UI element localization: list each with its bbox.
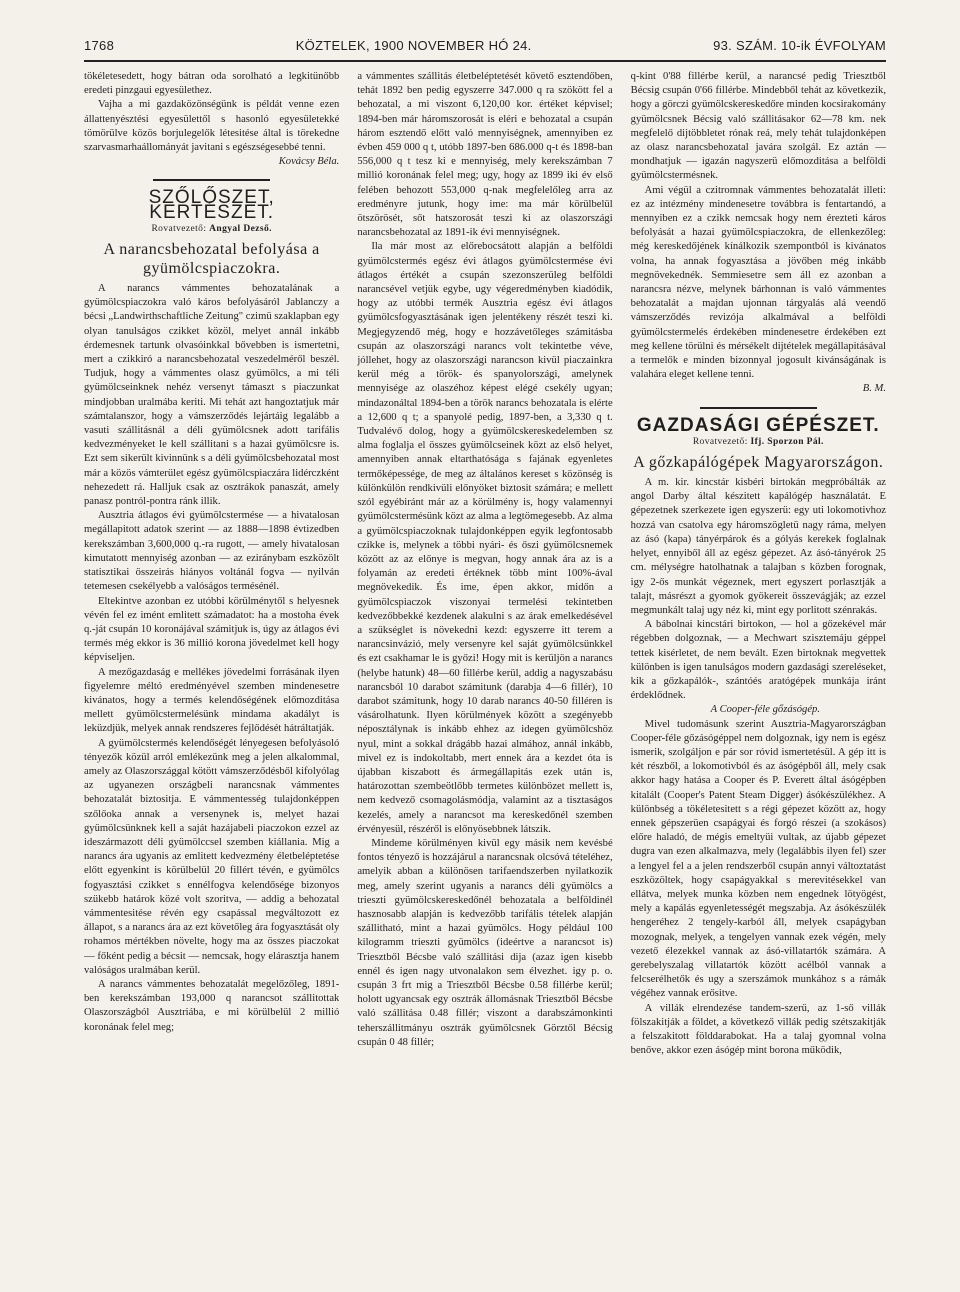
section-title: SZŐLŐSZET, KERTÉSZET.	[148, 187, 275, 223]
paragraph: Ausztria átlagos évi gyümölcstermése — a hivatalosan megállapitott adatok szerint — az 1888—1898 évtizedben kerekszámban 3,600,000 q.-ra rugott, — amely hivatalosan kimutatott mennyiség azonban — az eziránybam eszközölt statisztikai összeirás hiányos voltánál fogva — nyilván tetemesen csekélyebb a valóságos termésénél.	[84, 510, 340, 593]
section-title: GAZDASÁGI GÉPÉSZET.	[636, 414, 880, 436]
paragraph: Ila már most az előrebocsátott alapján a belföldi gyümölcstermés egész évi átlagos gyümölcstermése évi átlagos értékét a csupán szezonszerüleg belföldi narancsével vetjük egybe, ugy végeredményben kiadódik, hogy az utóbbi termék Ausztria egész évi átlagos gyümölcsfogyasztásának igen jelentékeny részét teszi ki. Megjegyzendő még, hogy e hozzávetőleges számitásba csupán az olaszországi narancs volt tekintetbe véve, jóllehet, hogy az olaszországi narancson kivül piaczainkra kerül még a török- és spanyolországi, amelynek mennyisége az olaszéhoz képest elégé csekély ugyan; mindazonáltal 1894-ben a török narancs behozatala is elérte a 12,600 q t; a spanyolé pedig, 1897-ben, a 3,330 q t. Tudvalévő dolog, hogy a gyümölcskereskedelemben sz alma foglalja el összes gyümölcseinek közt az első helyet, amennyiben annak eltarthatósága s fajának egyenletes termőképessége, de meg az általános kereset s közönség is különkülön rendkivüli előnyöket biztosit számára; e mellett szól egyébiránt már az a körülmény is, hogy valamennyi gyümölcstermésünk közt az alma a legtömegesebb. Az alma a gyümölcspiaczoknak tulajdonképpen egyik legfontosabb czikke is, melynek a többi nyári- és őszi gyümölcsnemek között az az előnye is megvan, hogy annak ára az is a folyamán az eredeti értéknek több mint 100%-ával megnövekedik. És ime, épen akkor, midőn a gyümölcspiaczok viszonyai termelési tekintetben kedvezőbbekké kezdenek alakulni s az árak emelkedésével a szükséglet is növekedni kezd: egyszerre itt terem a narancsinvázió, mely versenyre kel saját gyümölcsünkkel és ezt csakhamar le is győzi! Hogy mit is kerüljön a narancs (helybe hatunk) 48—60 fillérbe kerül, addig a nagyszabásu narancsból 10 darabot számitunk (darabja 4—6 fillér), 10 darabot számitunk, hogy 10 darab narancs 40-50 filléren is vásárolhatunk. Ilyen körülmények között a szegényebb néposztálynak is inkább ehhez az idegen gyümölcshöz nyul, mint a sokkal drágább hazai almához, annál inkább, mivel ez is indokoltabb, mert ennek ára a kezdet óta is újabban kiszabott és ármegállapitás ezek után is, határozottan szembeötlőbb termetes különbözet mellett is, nem kedvező csomagolásmódja, valamint az a tisztaságos kezelés, amely a narancsot ma kereskedőnél szemben érvényesül, részéről is előnyösebbnek látszik.	[357, 241, 613, 835]
paragraph: Ami végül a czitromnak vámmentes behozatalát illeti: ez az intézmény mindenesetre továbbra is fentartandó, a mennyiben ez a czikk nemcsak hogy nem érezteti káros befolyását a hazai gyümölcspiaczokra, de ellenkezőleg: még kereskedőjének kínálkozik szempontból is kivánatos volna, ha annak fogyasztása a jövőben még inkább megnövekednék. Semmiesetre sem áll ez azonban a narancsra nézve, melynek bárhonnan is való vámmentes behozatalát a majdan ujonnan tárgyalás alá veendő vámszerződés revizója alkalmával a belföldi gyümölcstermelés érdekében mindenesetre érdekében ezt meg kellene törülni és mérsékelt dijtételek megállapitásával a termelők e minden bizonnyal jogosult kivánságának is valahára eleget kellene tenni.	[630, 184, 886, 381]
editor-label: Rovatvezető:	[151, 223, 207, 234]
editor-label: Rovatvezető:	[692, 436, 748, 447]
paragraph: Mivel tudomásunk szerint Ausztria-Magyarországban Cooper-féle gőzásógéppel nem dolgoznak, igy nem is egész ismerik, szolgáljon e pár sor róvid ismertetésül. A gép itt is két részből, a lokomotivból és az ásógépből áll, mely csak akkor hagy hatása a Cooper és P. Everett által ásógépben kitalált (Cooper's Patent Steam Digger) ásókészülékhez. A különbség a tökéletesitett s a régi gépezet között az, hogy ennek gépszerüen csapágyai és forgó részei (a szokásos) előre haladó, de mégis emeltyüi vultak, az újabb gépezet dugra van ezen alkalmazva, mely (legalábbis ilyen fel) szer a lengyel fel a a jelen rendszerből csupán annyi változtatást eszközöltek, hogy csapágyakkal s merevitésekkel van ellátva, melyek munka közben nem engednek lötyögést, mely a kapálás egyenletességét megszabja. Az ásókészülék hengeréhez 2 tengely-karból áll, melyek csapágyban mozognak, melyek, a tengelyen vannak ezek végén, mely vezető élezekkel vannak az ásó-villatartók számára. A gerebelyszalag villatartók között acélból vannak a felcserélhetők és ugy a szerszámok munkához s a rámák végéhez vannak erősitve.	[630, 718, 886, 1000]
paragraph: A bábolnai kincstári birtokon, — hol a gőzekével már régebben dolgoznak, — a Mechwart szisztemáju géppel tettek kisérletet, de nem bevált. Ezen birtoknak megvettek különben is igen tanulságos modern gazdasági szereléseket, kik a gőzkapálók-, szántóés aratógépek munkája iránt érdeklődnek.	[630, 619, 886, 702]
author-signature: B. M.	[862, 383, 886, 395]
paragraph: q-kint 0'88 fillérbe kerül, a narancsé pedig Triesztből Bécsig csupán 0'66 fillérbe. Mindebből tehát az következik, hogy a görczi gyümölcskereskedőre minden kocsirakomány gyümölcsnek Bécsig való szállitásakor 62—78 km. nek megfelelő dijtöbbletet rónak reá, mely tehát tulajdonképen az olasz narancsbehozatal javára szolgál. Ez aztán — mondhatjuk — igazán nagyszerü előmozditása a belföldi gyümölcstermésnek.	[630, 71, 886, 182]
article-title: A narancsbehozatal befolyása a gyümölcspiaczokra.	[103, 241, 320, 278]
section-divider	[700, 407, 817, 409]
paragraph: A gyümölcstermés kelendőségét lényegesen befolyásoló tényezők közül arról emlékezünk meg a jelen alkalommal, amely az Olaszországgal kötött vámszerződésből kifolyólag az ugyanezen országbeli narancsnak vámmentes behozatalát biztositja. E vámmentesség tulajdonképpen szőlőoka annak a versenynek is, melyet hazai gyümölcsünknek kell a saját hazájabeli piaczokon ezzel az ideszármazott déli gyümölccsel szemben kiállania. Mig a narancs ára ugyanis az emlitett kedvezmény életbeléptetése előtt egyenkint is körülbelül 20 fillért tévén, e gyümölcs fogyasztási czikket s ennélfogva kelendősége bizonyos szükebb határok közé volt szoritva, — addig a behozatal vámmentesitése révén egy csapással megváltozott ez állapot, s a narancs ára az ezt követőleg ára fogyasztását oly rohamos mértékben növelte, hogy ma az összes piaczokat — főként pedig a bécsit — nemcsak, hogy elárasztja hanem valóságos uralmában kerül.	[84, 737, 340, 976]
paragraph: A villák elrendezése tandem-szerü, az 1-ső villák fölszakitják a földet, a következő villák pedig szétszakitják a felszakitott földdarabokat. Ha a talaj gyomnal volna benőve, akkor ezen ásógép mint borona működik,	[630, 1002, 886, 1057]
section-editor	[84, 222, 339, 236]
section-editor	[631, 435, 886, 449]
section-divider	[153, 179, 270, 181]
page-header	[84, 38, 886, 60]
paragraph: Vajha a mi gazdaközönségünk is példát venne ezen állattenyésztési egyesülettől s hasonló egyesületekké tömörülve közös borjulegelők létesitése által is törekedne szarvasmarhaállományát javitani s egészségesebbé tenni.	[84, 99, 340, 154]
paragraph: A narancs vámmentes behozatalát megelőzőleg, 1891-ben kerekszámban 193,000 q narancsot szállitottak Olaszországból Ausztriába, e mi körülbelül 2 millió koronának felel meg;	[84, 978, 340, 1033]
subheading: A Cooper-féle gőzásógép.	[710, 704, 820, 716]
editor-name: Angyal Dezső.	[209, 223, 272, 234]
paragraph: A mezőgazdaság e mellékes jövedelmi forrásának ilyen figyelemre méltó eredményével szemben mindenesetre kivánatos, hogy a termés kelendőségének előmozditása mellett gyümölcstermelésünk mindama akadályt is leküzdjük, melyek annak rendszeres fejlődését hátráltatják.	[84, 666, 340, 735]
header-divider	[84, 60, 886, 62]
article-columns	[84, 70, 886, 1264]
column-2	[357, 70, 612, 1264]
editor-name: Ifj. Sporzon Pál.	[750, 436, 824, 447]
issue-number: 93. SZÁM. 10-ik ÉVFOLYAM	[713, 38, 886, 53]
paragraph: tökéletesedett, hogy bátran oda sorolható a legkitünőbb eredeti pinzgaui egyesülethez.	[84, 71, 340, 97]
paragraph: Mindeme körülményen kivül egy másik nem kevésbé fontos tényező is hozzájárul a narancsnak olcsóvá tételéhez, amelyik abban a különösen tarifaendszerben nyilatkozik meg, amely szerint ugyanis a narancs déli gyümölcs a trieszti gyümölcskereskedőnél behozatala a belföldinél hasznosabb alapján is kedvezőbb tarifális tételek alapján szállitható, mint a hazai gyümölcs. Hogy például 100 kilogramm trieszti gyümölcs (ideértve a narancsot is) Triesztből Bécsbe való szállitási dija (azaz igen kisebb ennél és igen nagy utvonalakon sem élvezhet. igy p. o. csupán 3 frt mig a Triesztből Bécsbe 0.58 fillérbe kerül; holott ugyancsak egy osztrák állomásnak Triesztből Bécsbe való szállitása 0.48 fillér; viszont a darabszámonkinti teherszállitmányu osztrák gyümölcsnek Görztől Bécsig csupán 0 48 fillér;	[357, 837, 613, 1048]
page-number: 1768	[84, 38, 115, 53]
column-1	[84, 70, 339, 1264]
publication-title: KÖZTELEK, 1900 NOVEMBER HÓ 24.	[295, 38, 532, 53]
column-3	[631, 70, 886, 1264]
paragraph: A m. kir. kincstár kisbéri birtokán megpróbálták az angol Darby által készitett kapálógép használatát. E gépezetnek szerkezete igen egyszerü: egy uti lokomotivhoz hozzá van csatolva egy háromszögletü nagy ráma, melyen az ásó (kapa) tányérpárok és a gólyás kerekek foglalnak helyet, ennyiből áll az egész gépezet. Az ásó-tányérok 25 cm. mélységre hatolhatnak a talajban s közben forognak, igy 2-ős munkát végeznek, mert egyszert porlasztják a talajt, másrészt a gyomok gyökereit összevágják; az ezzel megmunkált talaj ugy néz ki, mint egy porlitott szénrakás.	[630, 477, 886, 616]
paragraph: A narancs vámmentes behozatalának a gyümölcspiaczokra való káros befolyásáról Jablanczy a bécsi „Landwirthschaftliche Zeitung" czimü szaklapban egy olyan tanulságos czikket közöl, melyet annál inkább érdemesnek tartunk olvasóinkkal bővebben is ismertetni, mert a czikkiró a narancsbehozatal veszedelméről beszél. Tudjuk, hogy a vámmentes olasz gyümölcs, a mi téli gyümölcseinknek nehéz versenyt támaszt s piaczunkat mindjobban uralmába keriti. Mi tehát azt hangoztatjuk már számtalanszor, hogy a vámszerződés lejártáig legalább a vasuti szállitásnál a déli gyümölcsnek adott tarifális kedvezményeket le kell szállitani s a hazai gyümölcsre is. Ezt sem sikerült kivinnünk s a déli gyümölcsbehozatal most már a közös vámterület egész gyümölcspiaczára lidérczként nehezedett rá. Halljuk csak az osztrákok panaszát, amely panasz pontról-pontra ránk illik.	[84, 283, 340, 508]
author-signature: Kovácsy Béla.	[278, 156, 340, 168]
paragraph: a vámmentes szállitás életbeléptetését követő esztendőben, tehát 1892 ben pedig egyszerre 347.000 q ra szökött fel a behozatal, a mi viszont 6,120,00 kor. értéket képvisel; 1894-ben már háromszorosát is eléri e behozatal a csupán három esztendő előtt való mennyiségnek, amennyiben ez évben 459 000 q t, utóbb 1897-ben 686.000 q-t és 1898-ban 556,000 q t tesz ki e mennyiség, mely kerekszámban 7 millió koronának felel meg; ugy, hogy az 1899 iki év első felében behozott 553,000 q-nak megfelelőleg arra az eredményre jutunk, hogy ime: ma már körülbelül ötszörösét, sőt hatszorosát teszi ki az olaszországi narancsbehozatal az 1891-ik évi mennyiségnek.	[357, 71, 613, 239]
article-title: A gőzkapálógépek Magyarországon.	[633, 454, 884, 472]
paragraph: Eltekintve azonban ez utóbbi körülménytől s helyesnek vévén fel ez imént emlitett számadatot: ha a mostoha évek q.-ját csupán 10 koronájával számitjuk is, úgy az átlagos évi termés még ekkor is 36 millió korona jövedelmet kell hogy képviseljen.	[84, 595, 340, 664]
